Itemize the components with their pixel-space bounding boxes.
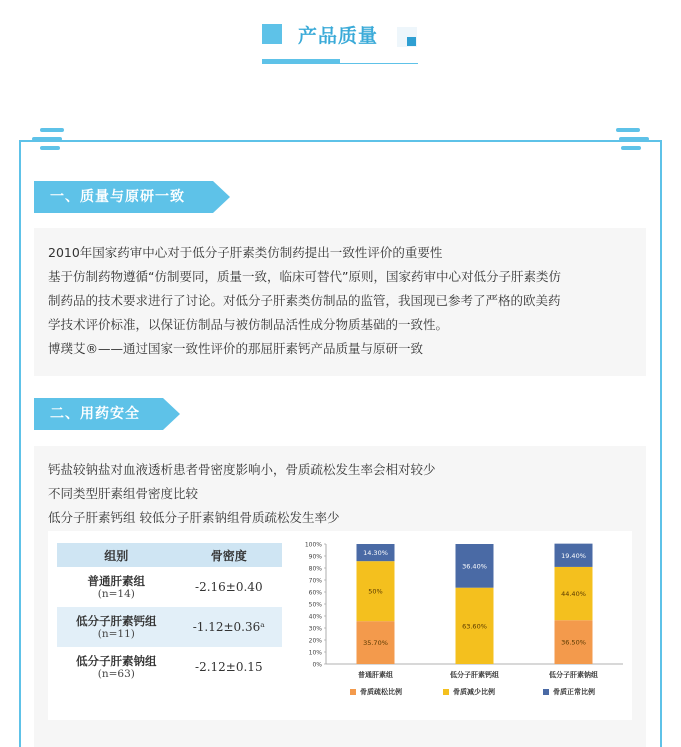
frame-decoration-right-2 xyxy=(619,137,649,141)
legend-label: 骨质减少比例 xyxy=(453,688,495,696)
frame-decoration-left-3 xyxy=(40,146,60,150)
title-square-icon xyxy=(262,24,282,44)
frame-decoration-right-1 xyxy=(616,128,640,132)
y-tick-label: 40% xyxy=(308,613,322,621)
legend-label: 骨质正常比例 xyxy=(553,688,595,696)
y-tick-label: 100% xyxy=(304,541,322,549)
bar-data-label: 19.40% xyxy=(561,551,586,560)
table-group-n: (n=14) xyxy=(97,587,135,600)
y-tick-label: 90% xyxy=(308,553,322,561)
section1-line-1: 2010年国家药审中心对于低分子肝素类仿制药提出一致性评价的重要性 xyxy=(48,245,443,260)
table-density-value: -2.16±0.40 xyxy=(176,567,282,607)
legend-label: 骨质疏松比例 xyxy=(360,688,402,696)
title-corner-square-icon xyxy=(407,37,416,46)
table-group-name: 低分子肝素钠组 xyxy=(76,653,157,668)
section1-line-3: 制药品的技术要求进行了讨论。对低分子肝素类仿制品的监管，我国现已参考了严格的欧美药 xyxy=(48,293,561,308)
table-group-name: 普通肝素组 xyxy=(87,573,146,588)
x-category-label: 普通肝素组 xyxy=(358,671,393,679)
bar-data-label: 44.40% xyxy=(561,590,586,599)
section1-line-2: 基于仿制药物遵循“仿制要同，质量一致，临床可替代”原则，国家药审中心对低分子肝素类仿 xyxy=(48,269,561,284)
y-tick-label: 50% xyxy=(308,601,322,609)
section1-line-5: 博璞艾®——通过国家一致性评价的那屈肝素钙产品质量与原研一致 xyxy=(48,341,424,356)
bar-data-label: 63.60% xyxy=(462,622,487,631)
section2-line-2: 不同类型肝素组骨密度比较 xyxy=(48,486,199,501)
y-tick-label: 80% xyxy=(308,565,322,573)
section2-line-1: 钙盐较钠盐对血液透析患者骨密度影响小，骨质疏松发生率会相对较少 xyxy=(48,462,436,477)
section2-banner: 二、用药安全 xyxy=(34,398,163,430)
section2-line-3: 低分子肝素钙组 较低分子肝素钠组骨质疏松发生率少 xyxy=(48,510,340,525)
y-tick-label: 0% xyxy=(312,661,322,669)
legend-swatch xyxy=(443,689,449,695)
page-title: 产品质量 xyxy=(298,25,379,47)
table-row xyxy=(57,607,282,647)
y-tick-label: 20% xyxy=(308,637,322,645)
y-tick-label: 70% xyxy=(308,577,322,585)
bar-data-label: 35.70% xyxy=(363,639,388,648)
bar-data-label: 14.30% xyxy=(363,549,388,558)
section1-banner: 一、质量与原研一致 xyxy=(34,181,213,213)
frame-decoration-right-3 xyxy=(621,146,641,150)
section1-line-4: 学技术评价标准，以保证仿制品与被仿制品活性成分物质基础的一致性。 xyxy=(48,317,449,332)
x-category-label: 低分子肝素钙组 xyxy=(450,671,499,679)
legend-swatch xyxy=(543,689,549,695)
table-group-n: (n=63) xyxy=(97,667,135,680)
y-tick-label: 10% xyxy=(308,649,322,657)
table-row xyxy=(57,647,282,687)
osteoporosis-stacked-bar-chart xyxy=(298,536,628,706)
bar-data-label: 50% xyxy=(368,587,383,596)
table-header-density: 骨密度 xyxy=(176,543,282,567)
table-group-n: (n=11) xyxy=(97,627,135,640)
y-tick-label: 30% xyxy=(308,625,322,633)
bone-density-table xyxy=(57,543,282,687)
table-density-value: -1.12±0.36ᵃ xyxy=(176,607,282,647)
bar-data-label: 36.50% xyxy=(561,638,586,647)
frame-decoration-left-2 xyxy=(32,137,62,141)
title-underline-thin xyxy=(262,63,418,64)
table-header-group: 组别 xyxy=(57,543,176,567)
x-category-label: 低分子肝素钠组 xyxy=(549,671,598,679)
table-density-value: -2.12±0.15 xyxy=(176,647,282,687)
y-tick-label: 60% xyxy=(308,589,322,597)
table-group-name: 低分子肝素钙组 xyxy=(76,613,157,628)
bar-data-label: 36.40% xyxy=(462,562,487,571)
legend-swatch xyxy=(350,689,356,695)
table-row xyxy=(57,567,282,607)
frame-decoration-left-1 xyxy=(40,128,64,132)
